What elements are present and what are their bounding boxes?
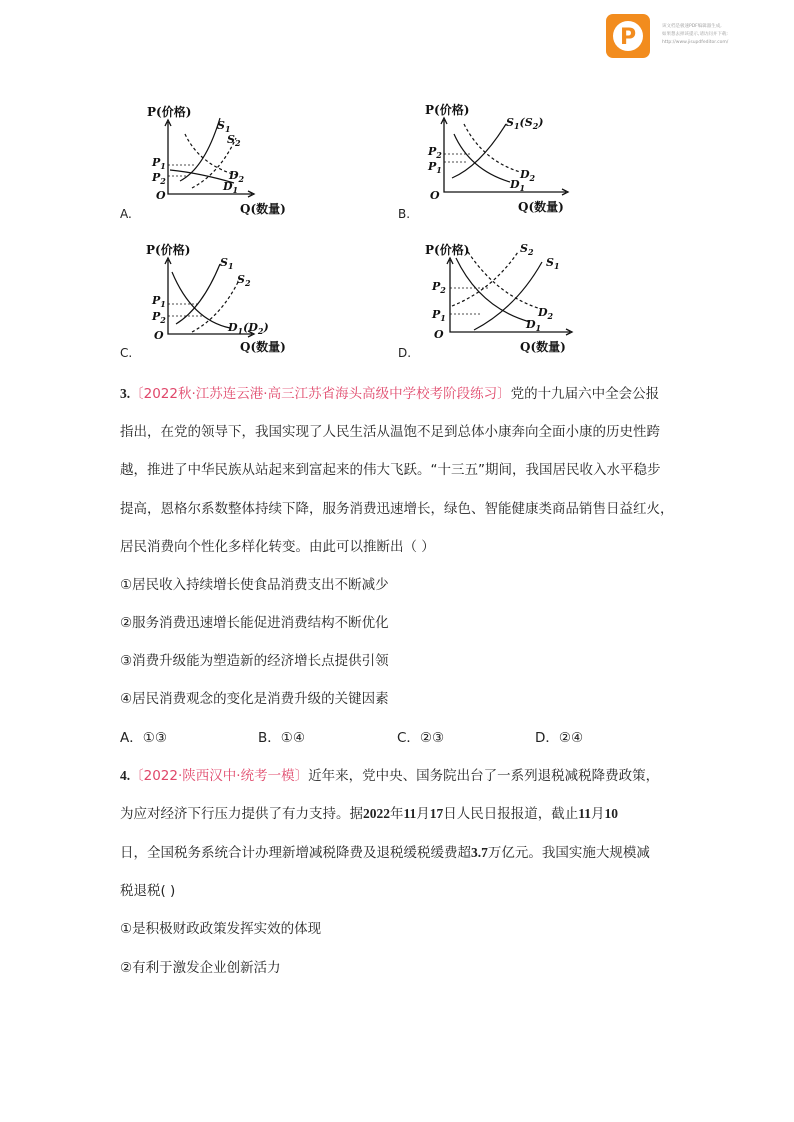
graph-c-x-axis-label: Q(数量) [240,340,286,354]
q3-text-4: 提高，恩格尔系数整体持续下降，服务消费迅速增长，绿色、智能健康类商品销售日益红火， [120,501,674,517]
graph-a-s2-label: $S_2$ [227,133,241,148]
graph-c-y-axis-label: P(价格) [146,243,191,257]
graph-c [140,238,300,356]
q4-text-4: 税退税( ) [120,883,176,899]
q4-statement-1: ①是积极财政政策发挥实效的体现 [120,921,322,937]
q3-text-2: 指出，在党的领导下，我国实现了人民生活从温饱不足到总体小康奔向全面小康的历史性跨 [120,424,660,440]
graph-c-d-label: $D_1(D_2)$ [228,321,269,336]
graph-a-d1-label: $D_1$ [223,180,239,195]
graph-c-p2-label: $P_2$ [152,310,166,325]
graph-b-s-curve [452,124,506,178]
graph-d-p1-label: $P_1$ [432,308,446,323]
graph-d [420,238,590,356]
q3-source: 〔2022秋·江苏连云港·高三江苏省海头高级中学校考阶段练习〕 [130,386,511,402]
q3-text-1: 党的十九届六中全会公报 [510,386,660,402]
graph-a-x-axis-label: Q(数量) [240,202,286,216]
q4-number: 4. [120,768,131,783]
graph-a-y-axis-label: P(价格) [147,105,192,119]
graph-a [140,98,300,216]
graph-a-origin: O [156,189,166,202]
watermark-line-1: 该文档是极速PDF编辑器生成, [662,24,722,29]
graph-b-y-axis-label: P(价格) [425,103,470,117]
logo-letter: P [619,25,637,50]
q3-choice-b: B．①④ [258,730,305,746]
graph-c-p1-label: $P_1$ [152,294,166,309]
graph-b-d1-label: $D_1$ [510,178,526,193]
q3-choice-c: C．②③ [397,730,445,746]
q3-statement-1: ①居民收入持续增长使食品消费支出不断减少 [120,577,389,593]
graph-d-d2-curve [468,252,538,308]
graph-b-d2-label: $D_2$ [520,168,536,183]
graph-b [420,98,590,216]
graph-a-s1-label: $S_1$ [217,119,231,134]
graph-b-s-label: $S_1(S_2)$ [506,116,544,131]
graph-c-s1-curve [176,264,220,324]
q4-text-2: 为应对经济下行压力提供了有力支持。据2022年11月17日人民日报报道，截止11月10 [120,806,619,822]
q3-number: 3. [120,386,131,401]
graph-b-x-axis-label: Q(数量) [518,200,564,214]
option-c-label: C. [120,346,133,360]
q3-first-line [120,382,659,402]
q4-statement-2: ②有利于激发企业创新活力 [120,960,281,976]
graph-a-d2-label: $D_2$ [229,169,245,184]
q3-statement-2: ②服务消费迅速增长能促进消费结构不断优化 [120,615,389,631]
watermark-line-3: http://www.jisupdfeditor.com/ [662,40,729,45]
graph-d-s2-label: $S_2$ [520,242,534,257]
q3-statement-3: ③消费升级能为塑造新的经济增长点提供引领 [120,653,389,669]
graph-d-d1-curve [456,258,530,322]
graph-d-d1-label: $D_1$ [526,318,542,333]
graph-d-s1-label: $S_1$ [546,256,560,271]
option-a-label: A. [120,207,132,221]
graph-d-p2-label: $P_2$ [432,280,446,295]
graph-a-p1-label: $P_1$ [152,156,166,171]
graph-b-p2-label: $P_2$ [428,145,442,160]
pdf-editor-logo [606,14,650,58]
graph-b-d1-curve [454,134,510,182]
q3-choice-a: A．①③ [120,730,167,746]
graph-b-p1-label: $P_1$ [428,160,442,175]
q3-text-3: 越，推进了中华民族从站起来到富起来的伟大飞跃。“十三五”期间，我国居民收入水平稳步 [120,462,661,478]
graph-c-s2-label: $S_2$ [237,273,251,288]
q4-text-3: 日，全国税务系统合计办理新增减税降费及退税缓税缓费超3.7万亿元。我国实施大规模减 [120,845,650,861]
watermark-line-2: 如果想去掉该提示,请访问并下载: [662,32,728,37]
q4-source: 〔2022·陕西汉中·统考一模〕 [130,768,309,784]
q3-choice-d: D．②④ [535,730,584,746]
q4-first-line [120,764,659,784]
graph-d-y-axis-label: P(价格) [425,243,470,257]
graph-d-d2-label: $D_2$ [538,306,554,321]
option-d-label: D. [398,346,412,360]
graph-c-s1-label: $S_1$ [220,256,234,271]
q4-text-1: 近年来，党中央、国务院出台了一系列退税减税降费政策， [308,768,660,784]
q3-statement-4: ④居民消费观念的变化是消费升级的关键因素 [120,691,389,707]
option-b-label: B. [398,207,411,221]
graph-c-origin: O [154,329,164,342]
graph-d-origin: O [434,328,444,341]
graph-b-origin: O [430,189,440,202]
graph-d-x-axis-label: Q(数量) [520,340,566,354]
graph-a-p2-label: $P_2$ [152,171,166,186]
q3-text-5: 居民消费向个性化多样化转变。由此可以推断出（ ） [120,539,435,555]
